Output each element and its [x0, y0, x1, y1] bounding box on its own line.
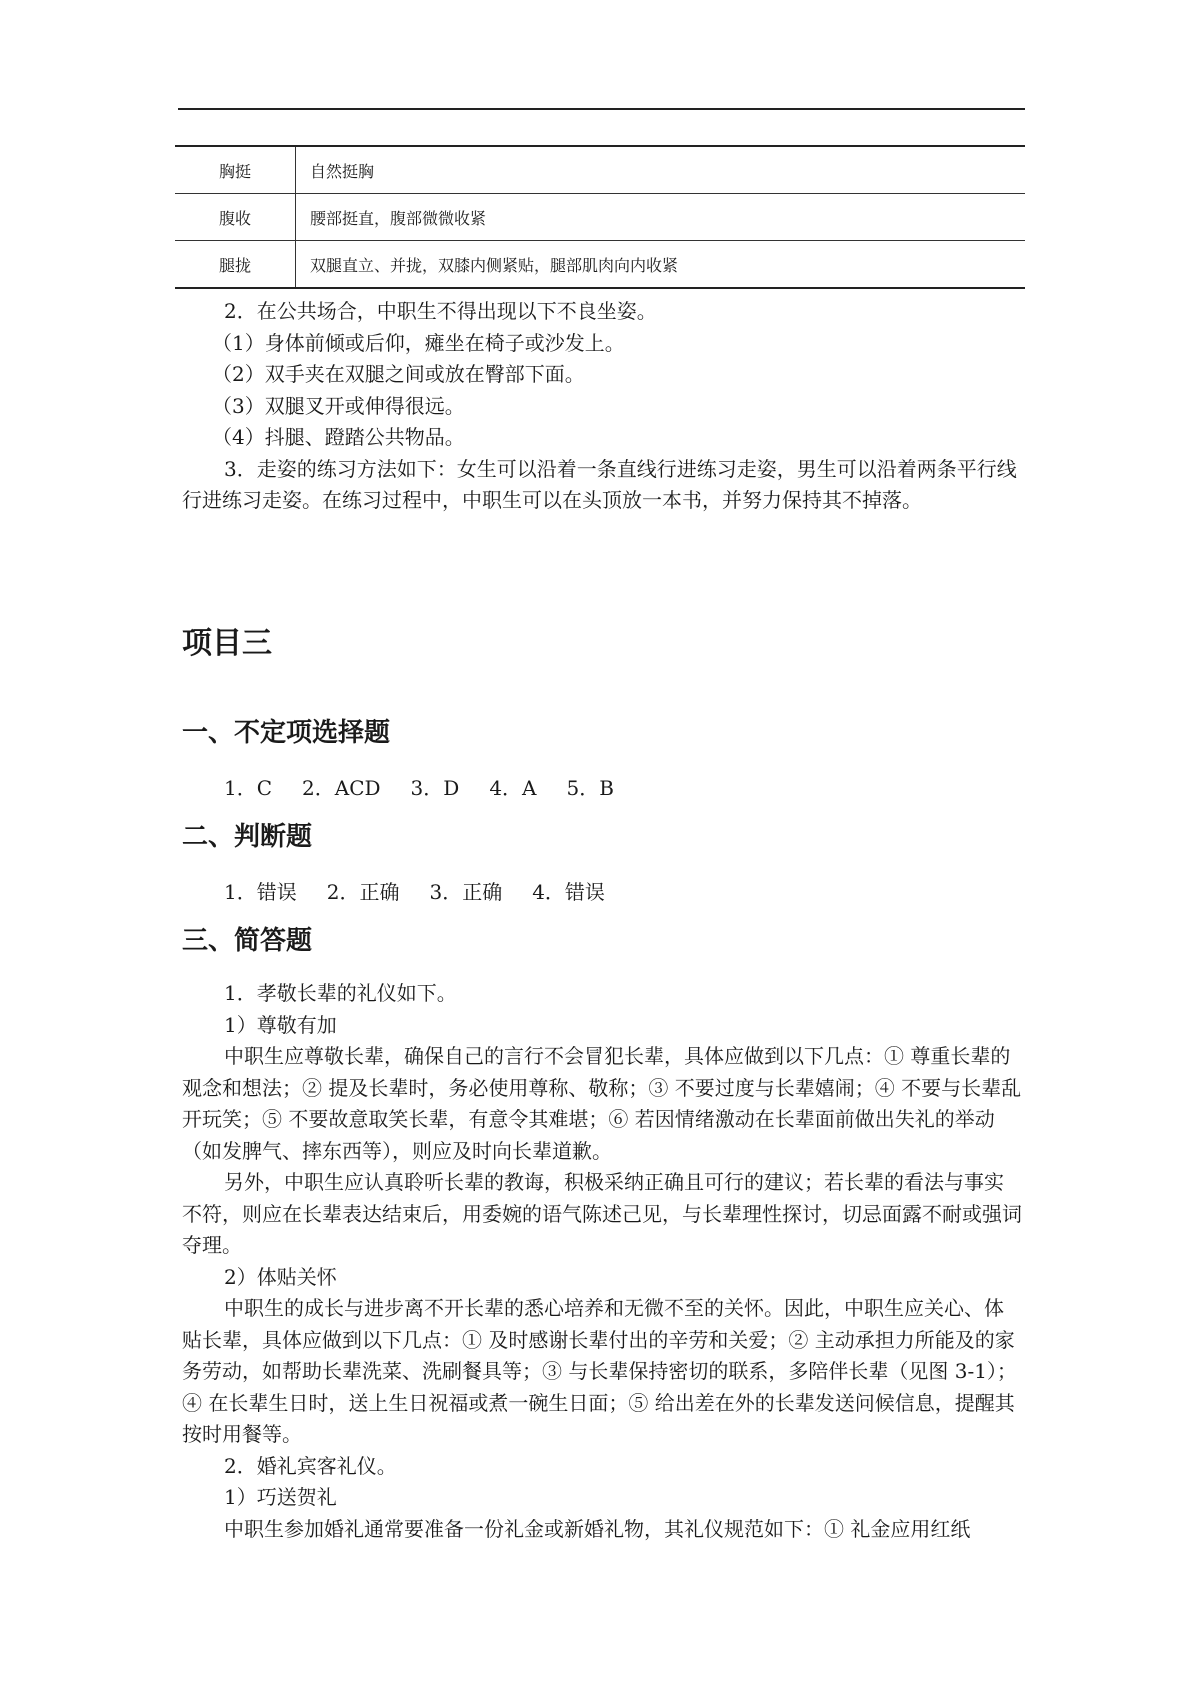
header-rule [178, 108, 1025, 110]
project-title: 项目三 [182, 626, 272, 661]
answer: 1．C [224, 776, 273, 800]
table-value: 自然挺胸 [296, 146, 1026, 194]
question-2: 2．婚礼宾客礼仪。 [224, 1453, 397, 1478]
paragraph: 中职生应尊敬长辈，确保自己的言行不会冒犯长辈，具体应做到以下几点：① 尊重长辈的观念和想法；② 提及长辈时，务必使用尊称、敬称；③ 不要过度与长辈嬉闹；④ 不要与长辈乱开玩笑；⑤ 不要故意取笑长辈，有意令其难堪；⑥ 若因情绪激动在长辈面前做出失礼的举动（如发脾气、摔东西等），则应及时向长辈道歉。 [182, 1044, 1022, 1163]
item-2-3: （3）双腿叉开或伸得很远。 [212, 393, 465, 418]
answer: 5．B [566, 776, 614, 800]
choice-answers [224, 772, 614, 801]
section-title-short-answer: 三、简答题 [182, 926, 313, 956]
table-row [175, 194, 1025, 241]
question-2-sub-1: 1）巧送贺礼 [224, 1485, 337, 1509]
paragraph: 中职生参加婚礼通常要准备一份礼金或新婚礼物，其礼仪规范如下：① 礼金应用红纸 [224, 1516, 971, 1541]
question-1-sub-1: 1）尊敬有加 [224, 1012, 337, 1037]
answer: 3．D [410, 776, 460, 800]
question-1-sub-2: 2）体贴关怀 [224, 1264, 337, 1289]
table-key: 腿拢 [175, 241, 296, 289]
item-2-4: （4）抖腿、蹬踏公共物品。 [212, 425, 465, 449]
judgement-answers [224, 876, 605, 905]
item-3: 3．走姿的练习方法如下：女生可以沿着一条直线行进练习走姿，男生可以沿着两条平行线行进练习走姿。在练习过程中，中职生可以在头顶放一本书，并努力保持其不掉落。 [182, 456, 1017, 512]
section-title-judgement: 二、判断题 [182, 822, 313, 852]
paragraph: 另外，中职生应认真聆听长辈的教诲，积极采纳正确且可行的建议；若长辈的看法与事实不符，则应在长辈表达结束后，用委婉的语气陈述己见，与长辈理性探讨，切忌面露不耐或强词夺理。 [182, 1170, 1022, 1257]
item-2: 2．在公共场合，中职生不得出现以下不良坐姿。 [224, 299, 657, 323]
item-2-2: （2）双手夹在双腿之间或放在臀部下面。 [212, 362, 585, 386]
short-answer-body [182, 978, 1022, 1545]
table-row [175, 241, 1025, 289]
section-title-choice: 一、不定项选择题 [182, 718, 391, 748]
answer: 4．错误 [532, 880, 605, 904]
question-1: 1．孝敬长辈的礼仪如下。 [224, 981, 457, 1005]
paragraph: 中职生的成长与进步离不开长辈的悉心培养和无微不至的关怀。因此，中职生应关心、体贴长辈，具体应做到以下几点：① 及时感谢长辈付出的辛劳和关爱；② 主动承担力所能及的家务劳动，如帮助长辈洗菜、洗刷餐具等；③ 与长辈保持密切的联系，多陪伴长辈（见图 3-1）；④ 在长辈生日时，送上生日祝福或煮一碗生日面；⑤ 给出差在外的长辈发送问候信息，提醒其按时用餐等。 [182, 1296, 1017, 1446]
table-key: 腹收 [175, 194, 296, 241]
sitting-posture-section [182, 296, 1022, 517]
item-2-1: （1）身体前倾或后仰，瘫坐在椅子或沙发上。 [212, 330, 625, 355]
answer: 1．错误 [224, 880, 297, 904]
table-row [175, 146, 1025, 194]
answer: 2．ACD [302, 776, 381, 800]
answer: 3．正确 [429, 880, 503, 904]
table-value: 腰部挺直，腹部微微收紧 [296, 194, 1026, 241]
answer: 4．A [489, 776, 537, 800]
posture-table [175, 145, 1025, 289]
answer: 2．正确 [326, 880, 400, 904]
table-value: 双腿直立、并拢，双膝内侧紧贴，腿部肌肉向内收紧 [296, 241, 1026, 289]
table-key: 胸挺 [175, 146, 296, 194]
